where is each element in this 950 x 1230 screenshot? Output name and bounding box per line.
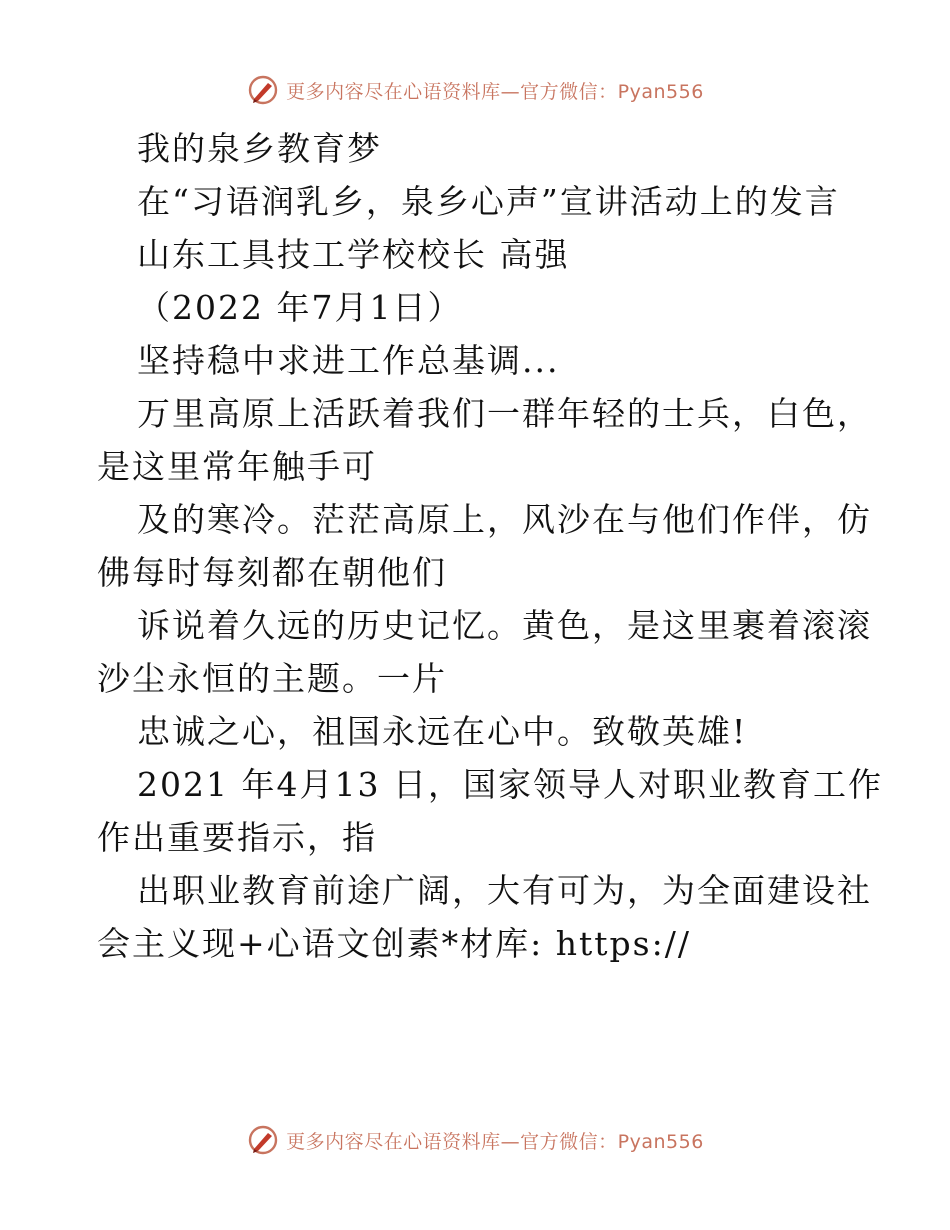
doc-subtitle: 在“习语润乳乡，泉乡心声”宣讲活动上的发言 bbox=[137, 182, 840, 221]
header-banner-text: 更多内容尽在心语资料库—官方微信：Pyan556 bbox=[286, 80, 704, 103]
doc-date: （2022 年7月1日） bbox=[137, 288, 463, 327]
doc-paragraph-line: 万里高原上活跃着我们一群年轻的士兵，白色， bbox=[137, 394, 872, 433]
pen-logo-icon bbox=[246, 73, 280, 107]
pen-logo-icon bbox=[246, 1123, 280, 1157]
doc-paragraph-line: 2021 年4月13 日，国家领导人对职业教育工作 bbox=[137, 765, 883, 804]
doc-title: 我的泉乡教育梦 bbox=[137, 129, 382, 168]
doc-paragraph-line: 坚持稳中求进工作总基调... bbox=[137, 341, 560, 380]
doc-author: 山东工具技工学校校长 高强 bbox=[137, 235, 570, 274]
doc-paragraph-line: 佛每时每刻都在朝他们 bbox=[97, 553, 447, 592]
footer-banner bbox=[0, 1120, 950, 1160]
doc-paragraph-line: 沙尘永恒的主题。一片 bbox=[97, 659, 447, 698]
doc-paragraph-line: 是这里常年触手可 bbox=[97, 447, 377, 486]
doc-paragraph-line: 会主义现+心语文创素*材库: https:// bbox=[97, 924, 691, 963]
doc-paragraph-line: 出职业教育前途广阔，大有可为，为全面建设社 bbox=[137, 871, 872, 910]
header-banner bbox=[0, 70, 950, 110]
doc-paragraph-line: 诉说着久远的历史记忆。黄色，是这里裹着滚滚 bbox=[137, 606, 872, 645]
doc-paragraph-line: 及的寒冷。茫茫高原上，风沙在与他们作伴，仿 bbox=[137, 500, 872, 539]
footer-banner-text: 更多内容尽在心语资料库—官方微信：Pyan556 bbox=[286, 1130, 704, 1153]
doc-paragraph-line: 作出重要指示，指 bbox=[97, 818, 377, 857]
document-body bbox=[97, 122, 883, 970]
doc-paragraph-line: 忠诚之心，祖国永远在心中。致敬英雄! bbox=[137, 712, 748, 751]
